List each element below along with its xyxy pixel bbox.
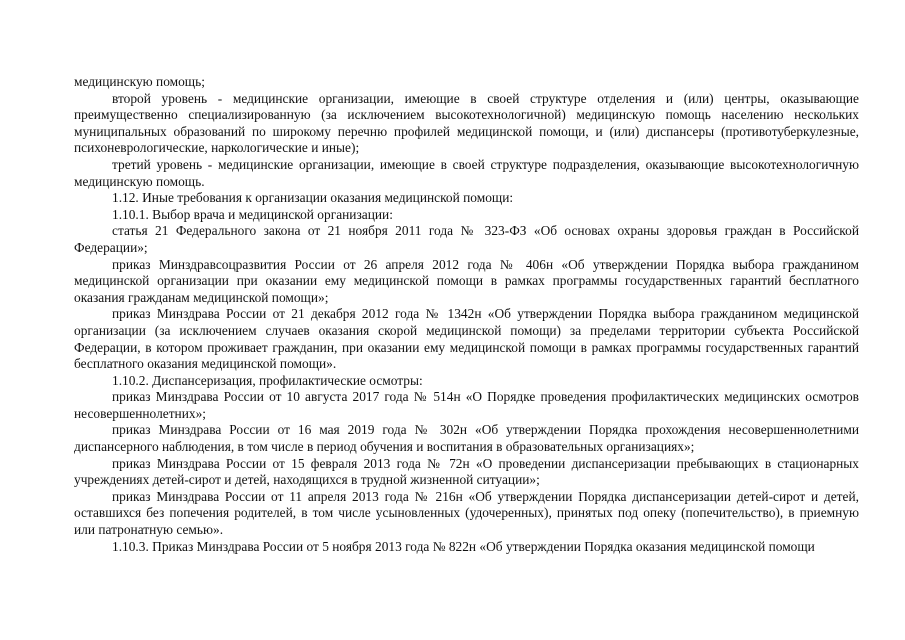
paragraph-second-level: второй уровень - медицинские организации, имеющие в своей структуре отделения и (или) центры, оказывающие преимущественно специализированную (за исключением высокотехнологичной) медицинскую помощь населению нескольких муниципальных образований по широкому перечню профилей медицинской помощи, и (или) диспансеры (противотуберкулезные, психоневрологические, наркологические и иные); (74, 90, 859, 156)
paragraph-subsection-heading: 1.10.3. Приказ Минздрава России от 5 ноября 2013 года № 822н «Об утверждении Порядка оказания медицинской помощи (112, 538, 815, 554)
paragraph-list-item: приказ Минздрава России от 10 августа 2017 года № 514н «О Порядке проведения профилактических медицинских осмотров несовершеннолетних»; (74, 389, 859, 421)
paragraph-section-heading: 1.12. Иные требования к организации оказания медицинской помощи: (112, 190, 514, 206)
paragraph-third-level: третий уровень - медицинские организации, имеющие в своей структуре подразделения, оказывающие высокотехнологичную медицинскую помощь. (74, 156, 859, 189)
paragraph-list-item: статья 21 Федерального закона от 21 ноября 2011 года № 323-ФЗ «Об основах охраны здоровья граждан в Российской Федерации»; (74, 223, 859, 255)
paragraph-continuation: медицинскую помощь; (74, 74, 205, 89)
paragraph-list-item: приказ Минздрава России от 21 декабря 2012 года № 1342н «Об утверждении Порядка выбора гражданином медицинской организации (за исключением случаев оказания скорой медицинской помощи) за пределами территории субъекта Российской Федерации, в котором проживает гражданин, при оказании ему медицинской помощи в рамках программы государственных гарантий бесплатного оказания медицинской помощи». (74, 306, 859, 372)
paragraph-list-item: приказ Минздрава России от 16 мая 2019 года № 302н «Об утверждении Порядка прохождения несовершеннолетними диспансерного наблюдения, в том числе в период обучения и воспитания в образовательных организациях»; (74, 422, 859, 455)
paragraph-subsection-heading: 1.10.1. Выбор врача и медицинской организации: (112, 206, 393, 222)
paragraph-list-item: приказ Минздрава России от 11 апреля 2013 года № 216н «Об утверждении Порядка диспансеризации детей-сирот и детей, оставшихся без попечения родителей, в том числе усыновленных (удочеренных), принятых под опеку (попечительство), в приемную или патронатную семью». (74, 488, 859, 538)
document-page (74, 74, 859, 555)
paragraph-list-item: приказ Минздрава России от 15 февраля 2013 года № 72н «О проведении диспансеризации пребывающих в стационарных учреждениях детей-сирот и детей, находящихся в трудной жизненной ситуации»; (74, 455, 859, 488)
paragraph-subsection-heading: 1.10.2. Диспансеризация, профилактические осмотры: (112, 372, 423, 388)
paragraph-list-item: приказ Минздравсоцразвития России от 26 апреля 2012 года № 406н «Об утверждении Порядка выбора гражданином медицинской организации при оказании ему медицинской помощи в рамках программы государственных гарантий бесплатного оказания гражданам медицинской помощи»; (74, 256, 859, 305)
